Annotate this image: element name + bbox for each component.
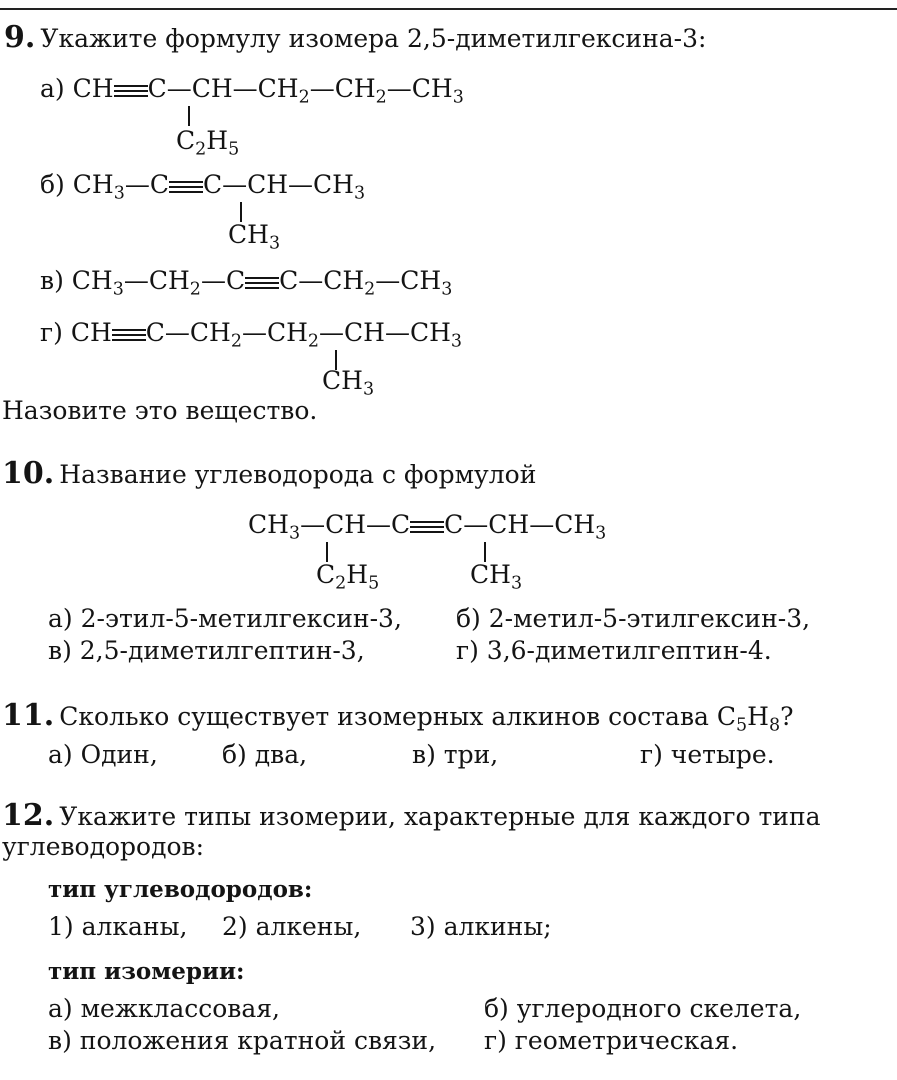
answer-option: а) Один, bbox=[48, 740, 158, 769]
triple-bond bbox=[410, 521, 444, 533]
answer-option: б) два, bbox=[222, 740, 308, 769]
answer-option: в) три, bbox=[412, 740, 499, 769]
triple-bond bbox=[114, 85, 148, 97]
question-number: 11. bbox=[2, 698, 55, 733]
question-9-footer: Назовите это вещество. bbox=[2, 396, 318, 425]
question-9-header bbox=[4, 20, 706, 55]
question-number: 9. bbox=[4, 20, 36, 55]
question-number: 12. bbox=[2, 798, 55, 833]
option-g-formula: г) CH $C—CH_2—CH_2—CH—CH_3$ bbox=[40, 318, 463, 352]
branch-group: $CH_3$ bbox=[322, 366, 375, 400]
branch-group: $CH_3$ bbox=[228, 220, 281, 254]
option-a-formula: а) CH $C—CH—CH_2—CH_2—CH_3$ bbox=[40, 74, 464, 108]
option-letter: в) bbox=[40, 266, 64, 295]
option-b-formula: б) $CH_3—C$ $C—CH—CH_3$ bbox=[40, 170, 366, 204]
list-item: 1) алканы, bbox=[48, 912, 188, 941]
branch-bond bbox=[484, 542, 486, 562]
branch-group: $CH_3$ bbox=[470, 560, 523, 594]
list-item: а) межклассовая, bbox=[48, 994, 281, 1023]
answer-option: г) четыре. bbox=[640, 740, 775, 769]
question-11-header bbox=[2, 698, 794, 736]
question-number: 10. bbox=[2, 456, 55, 491]
branch-group: $C_2H_5$ bbox=[316, 560, 380, 594]
triple-bond bbox=[169, 181, 203, 193]
list-item: 3) алкины; bbox=[410, 912, 552, 941]
branch-bond bbox=[326, 542, 328, 562]
question-10-formula: $CH_3—CH—C$ $C—CH—CH_3$ bbox=[248, 510, 607, 544]
triple-bond bbox=[245, 277, 279, 289]
option-letter: б) bbox=[40, 170, 65, 199]
section-heading: тип изомерии: bbox=[48, 958, 245, 985]
answer-option: в) 2,5-диметилгептин-3, bbox=[48, 636, 365, 665]
answer-option: г) 3,6-диметилгептин-4. bbox=[456, 636, 772, 665]
question-text: Укажите типы изомерии, характерные для каждого типа bbox=[59, 802, 821, 831]
question-text: Название углеводорода с формулой bbox=[59, 460, 537, 489]
section-heading: тип углеводородов: bbox=[48, 876, 313, 903]
triple-bond bbox=[112, 329, 146, 341]
branch-bond bbox=[188, 106, 190, 126]
question-text: Укажите формулу изомера 2,5-диметилгексина-3: bbox=[40, 24, 707, 53]
option-letter: г) bbox=[40, 318, 63, 347]
list-item: г) геометрическая. bbox=[484, 1026, 739, 1055]
branch-bond bbox=[240, 202, 242, 222]
answer-option: а) 2-этил-5-метилгексин-3, bbox=[48, 604, 402, 633]
question-12-header bbox=[2, 798, 821, 833]
list-item: б) углеродного скелета, bbox=[484, 994, 802, 1023]
question-10-header bbox=[2, 456, 536, 491]
list-item: 2) алкены, bbox=[222, 912, 362, 941]
option-letter: а) bbox=[40, 74, 65, 103]
option-v-formula: в) $CH_3—CH_2—C$ $C—CH_2—CH_3$ bbox=[40, 266, 453, 300]
branch-group: $C_2H_5$ bbox=[176, 126, 240, 160]
question-text: Сколько существует изомерных алкинов состава $C_5H_8$? bbox=[59, 702, 794, 736]
question-text-continued: углеводородов: bbox=[2, 832, 205, 861]
answer-option: б) 2-метил-5-этилгексин-3, bbox=[456, 604, 811, 633]
list-item: в) положения кратной связи, bbox=[48, 1026, 437, 1055]
top-rule bbox=[0, 8, 897, 10]
